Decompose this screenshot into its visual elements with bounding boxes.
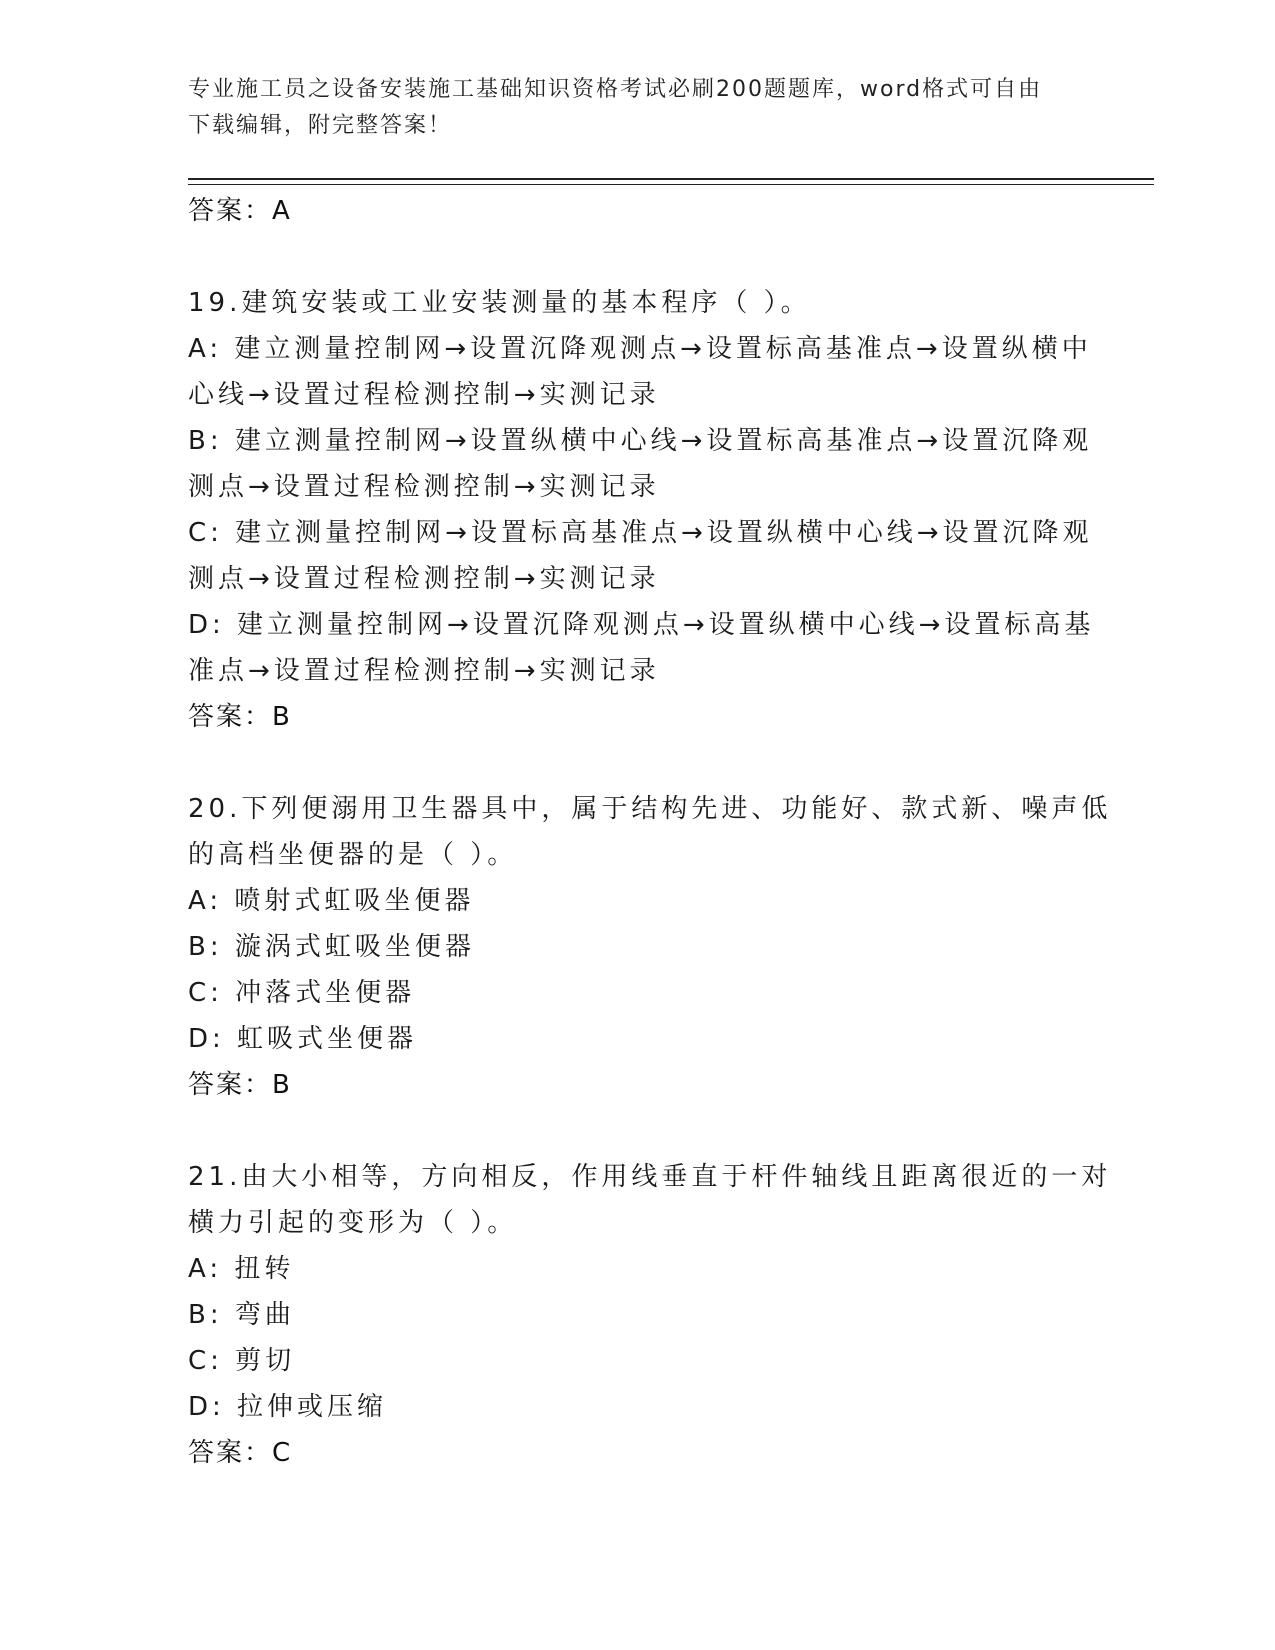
header-divider-thin <box>188 184 1154 185</box>
question-21-option-d: D: 拉伸或压缩 <box>188 1392 388 1422</box>
spacer <box>188 1108 1088 1154</box>
question-19-option-d: D: 建立测量控制网→设置沉降观测点→设置纵横中心线→设置标高基 <box>188 610 1095 640</box>
question-20-option-a: A: 喷射式虹吸坐便器 <box>188 886 475 916</box>
header-line-1: 专业施工员之设备安装施工基础知识资格考试必刷200题题库，word格式可自由 <box>188 77 1043 102</box>
question-21-option-b: B: 弯曲 <box>188 1300 295 1330</box>
question-20-answer: 答案：B <box>188 1070 292 1100</box>
question-list <box>188 188 1112 1476</box>
question-20-stem: 20.下列便溺用卫生器具中，属于结构先进、功能好、款式新、噪声低 <box>188 794 1112 824</box>
question-19-option-d-cont: 准点→设置过程检测控制→实测记录 <box>188 656 660 686</box>
question-block-20 <box>188 786 1112 1108</box>
spacer <box>188 740 1088 786</box>
document-header <box>188 72 1068 144</box>
question-21-stem: 21.由大小相等，方向相反，作用线垂直于杆件轴线且距离很近的一对 <box>188 1162 1112 1192</box>
previous-answer: 答案：A <box>188 196 292 226</box>
question-21-answer: 答案：C <box>188 1438 293 1468</box>
question-21-option-c: C: 剪切 <box>188 1346 296 1376</box>
header-divider-thick <box>188 178 1154 180</box>
question-20-stem-cont: 的高档坐便器的是（ ）。 <box>188 840 518 870</box>
question-block-19 <box>188 280 1095 740</box>
question-block-21 <box>188 1154 1112 1476</box>
spacer <box>188 234 1088 280</box>
question-19-answer: 答案：B <box>188 702 292 732</box>
header-line-2: 下载编辑，附完整答案！ <box>188 113 453 138</box>
question-19-option-b: B: 建立测量控制网→设置纵横中心线→设置标高基准点→设置沉降观 <box>188 426 1093 456</box>
question-19-option-b-cont: 测点→设置过程检测控制→实测记录 <box>188 472 660 502</box>
question-19-option-a: A: 建立测量控制网→设置沉降观测点→设置标高基准点→设置纵横中 <box>188 334 1092 364</box>
question-19-option-c-cont: 测点→设置过程检测控制→实测记录 <box>188 564 660 594</box>
question-20-option-c: C: 冲落式坐便器 <box>188 978 416 1008</box>
question-19-stem: 19.建筑安装或工业安装测量的基本程序（ ）。 <box>188 288 811 318</box>
question-21-option-a: A: 扭转 <box>188 1254 295 1284</box>
question-19-option-a-cont: 心线→设置过程检测控制→实测记录 <box>188 380 660 410</box>
question-20-option-d: D: 虹吸式坐便器 <box>188 1024 418 1054</box>
question-19-option-c: C: 建立测量控制网→设置标高基准点→设置纵横中心线→设置沉降观 <box>188 518 1093 548</box>
question-21-stem-cont: 横力引起的变形为（ ）。 <box>188 1208 518 1238</box>
question-20-option-b: B: 漩涡式虹吸坐便器 <box>188 932 475 962</box>
